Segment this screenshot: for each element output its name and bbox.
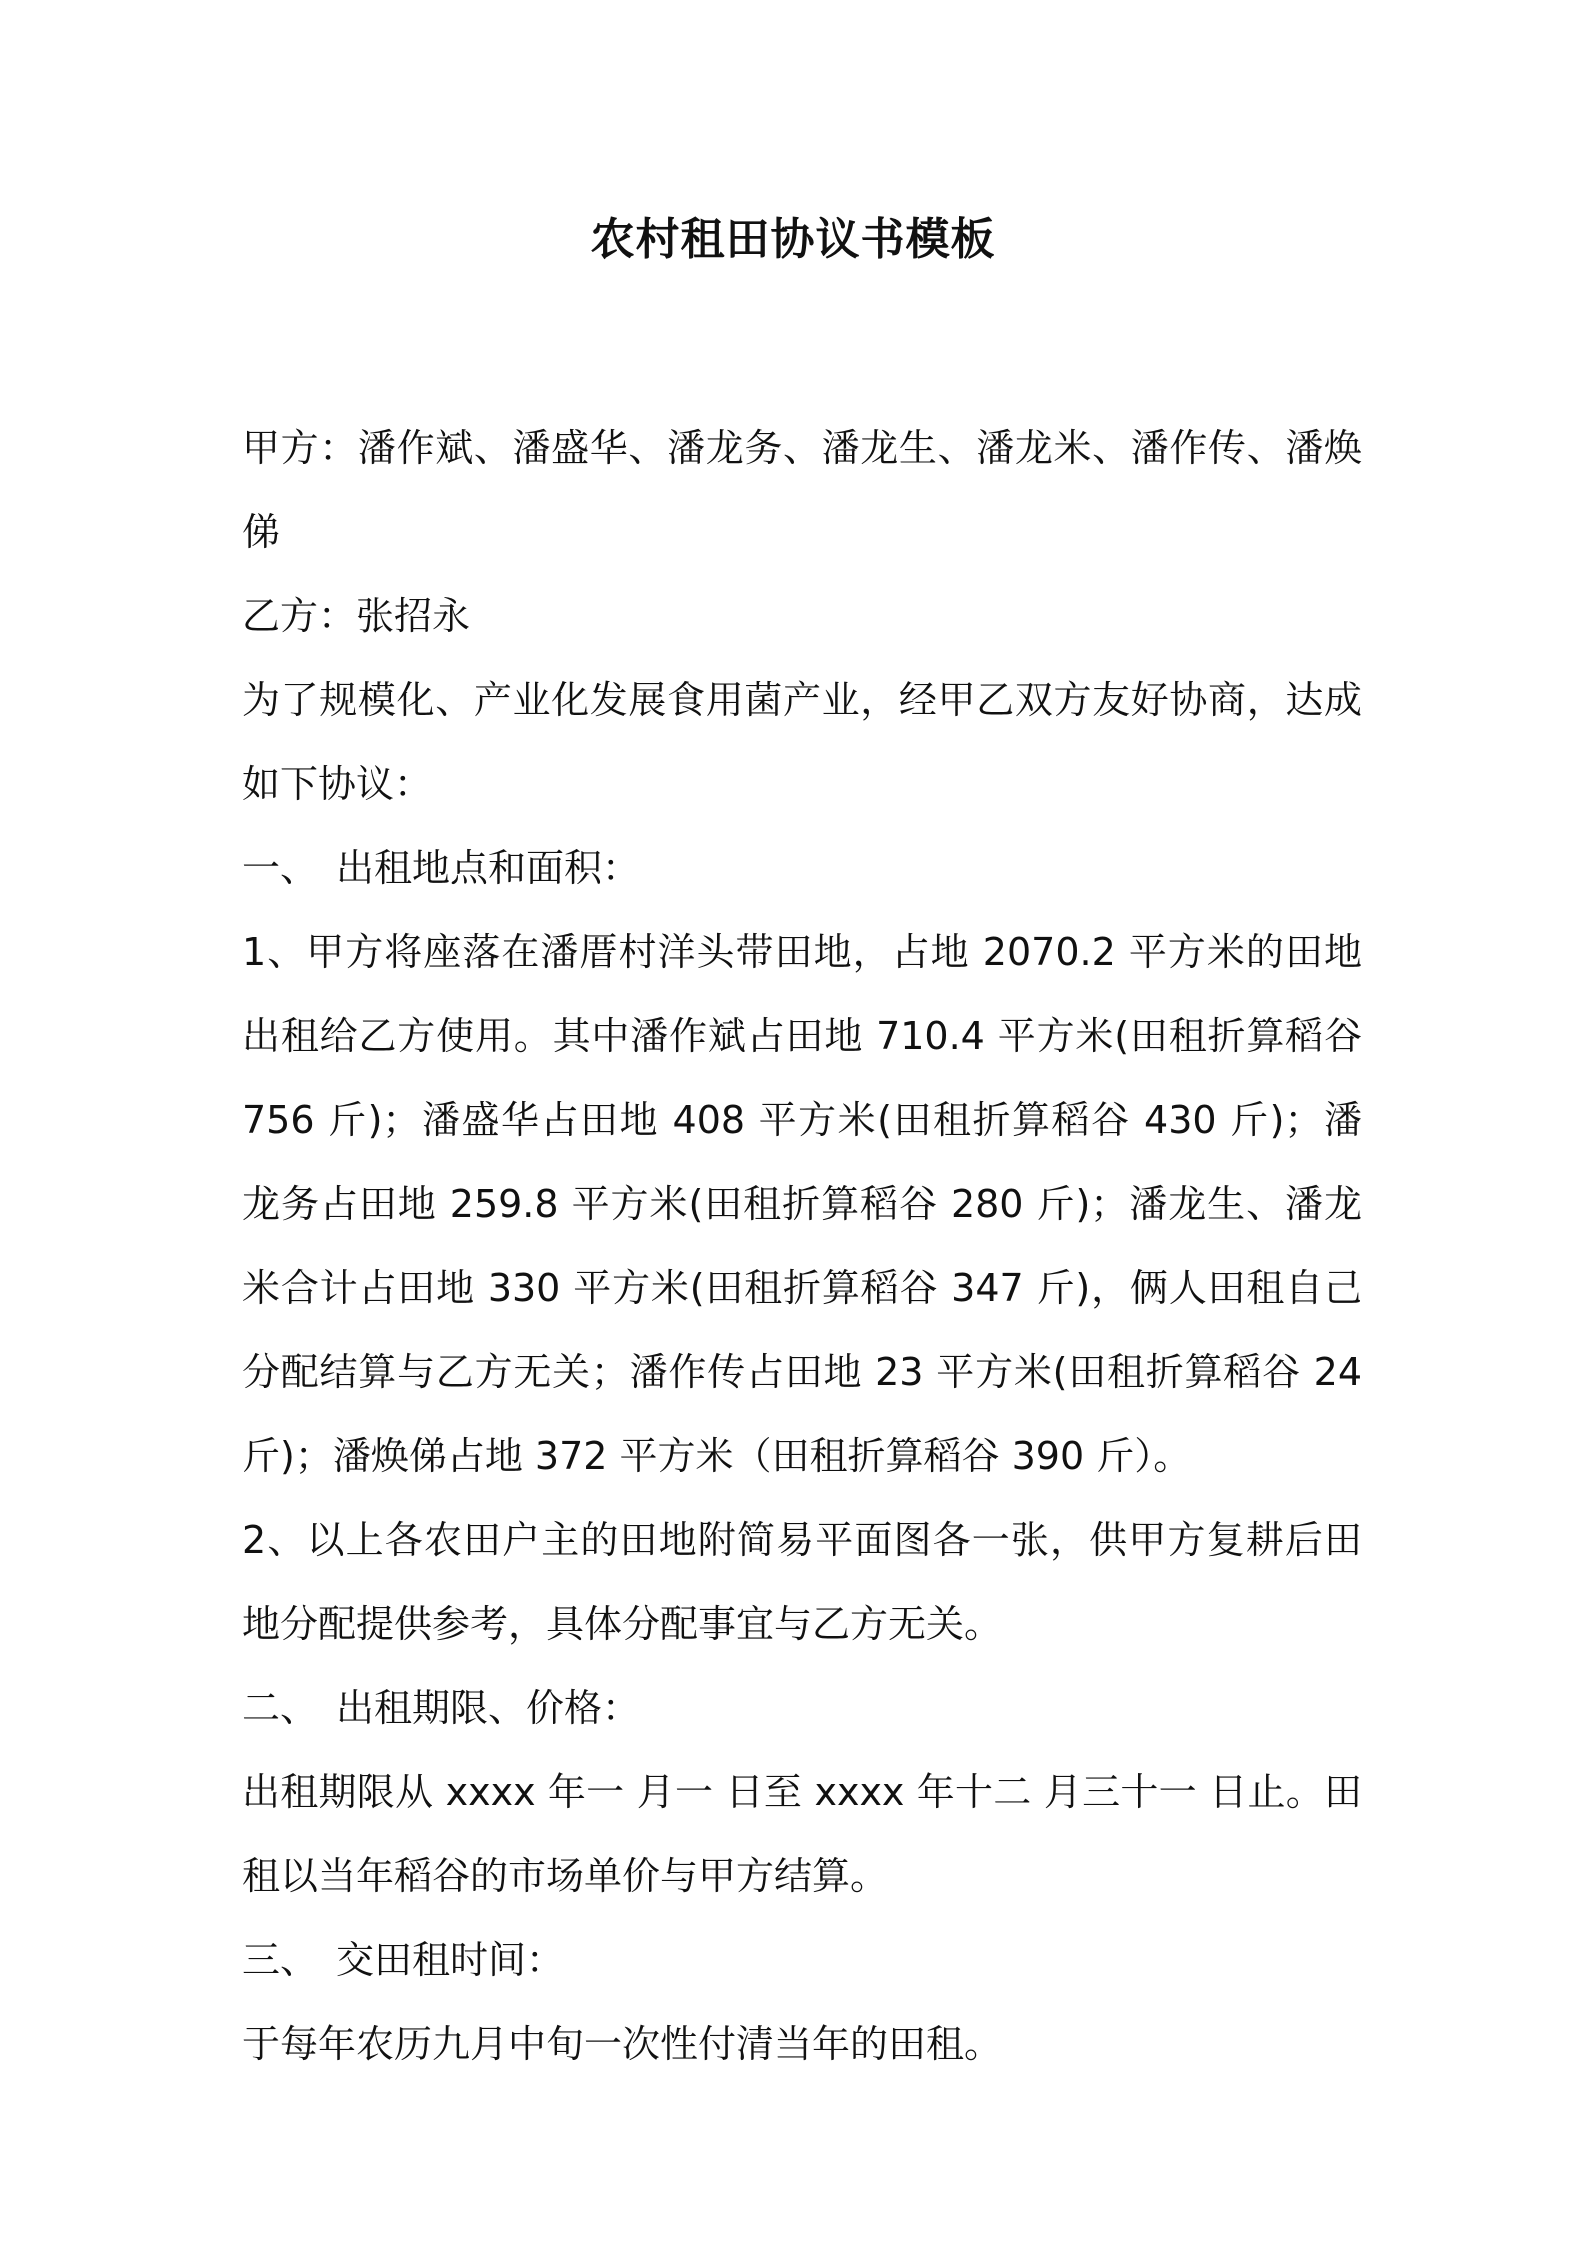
section-2-number: 二、 xyxy=(242,1686,319,1730)
document-title: 农村租田协议书模板 xyxy=(590,214,996,265)
section-1-heading xyxy=(242,826,1362,910)
party-a-line: 甲方：潘作斌、潘盛华、潘龙务、潘龙生、潘龙米、潘作传、潘焕俤 xyxy=(242,426,1362,554)
section-3-number: 三、 xyxy=(242,1938,319,1982)
section-2-title: 出租期限、价格： xyxy=(336,1686,641,1730)
section-3-heading xyxy=(242,1918,1362,2002)
section-1-item-2: 2、以上各农田户主的田地附简易平面图各一张，供甲方复耕后田地分配提供参考，具体分配事宜与乙方无关。 xyxy=(242,1518,1362,1646)
intro-paragraph: 为了规模化、产业化发展食用菌产业，经甲乙双方友好协商，达成如下协议： xyxy=(242,678,1362,806)
section-1-number: 一、 xyxy=(242,846,319,890)
section-1-item-1: 1、甲方将座落在潘厝村洋头带田地，占地 2070.2 平方米的田地出租给乙方使用。其中潘作斌占田地 710.4 平方米(田租折算稻谷 756 斤)；潘盛华占田地 408 平方米(田租折算稻谷 430 斤)；潘龙务占田地 259.8 平方米(田租折算稻谷 280 斤)；潘龙生、潘龙米合计占田地 330 平方米(田租折算稻谷 347 斤)，俩人田租自己分配结算与乙方无关；潘作传占田地 23 平方米(田租折算稻谷 24 斤)；潘焕俤占地 372 平方米（田租折算稻谷 390 斤）。 xyxy=(242,930,1362,1478)
section-2-body: 出租期限从 xxxx 年一 月一 日至 xxxx 年十二 月三十一 日止。田租以当年稻谷的市场单价与甲方结算。 xyxy=(242,1770,1362,1898)
party-b-line: 乙方：张招永 xyxy=(242,594,471,638)
section-2-heading xyxy=(242,1666,1362,1750)
section-3-body: 于每年农历九月中旬一次性付清当年的田租。 xyxy=(242,2022,1003,2066)
section-3-title: 交田租时间： xyxy=(336,1938,565,1982)
document-body xyxy=(242,406,1362,2086)
section-1-title: 出租地点和面积： xyxy=(336,846,641,890)
